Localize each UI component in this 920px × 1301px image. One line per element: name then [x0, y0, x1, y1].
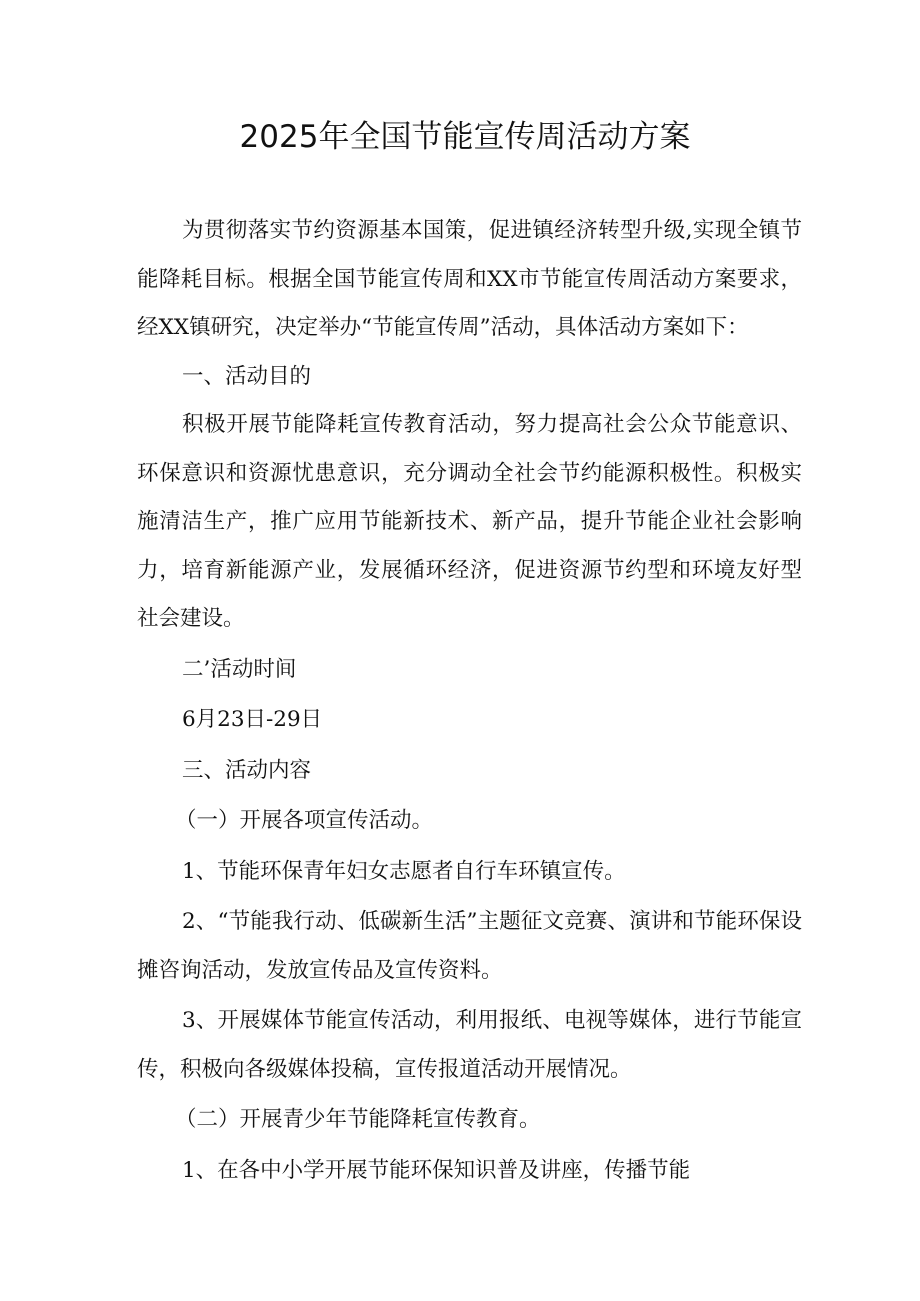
- section-heading-content: 三、活动内容: [182, 757, 312, 783]
- content-item-1: 1、节能环保青年妇女志愿者自行车环镇宣传。: [182, 858, 626, 884]
- intro-paragraph: 为贯彻落实节约资源基本国策，促进镇经济转型升级,实现全镇节能降耗目标。根据全国节能宣传周和XX市节能宣传周活动方案要求，经XX镇研究，决定举办“节能宣传周”活动，具体活动方案如下：: [137, 218, 802, 340]
- subsection-heading-youth: （二）开展青少年节能降耗宣传教育。: [175, 1107, 541, 1132]
- document-body: [137, 207, 802, 1195]
- youth-item-1: 1、在各中小学开展节能环保知识普及讲座，传播节能: [182, 1157, 691, 1183]
- activity-dates: 6月23日-29日: [182, 707, 323, 732]
- section-heading-time: 二’活动时间: [182, 656, 297, 682]
- section-heading-purpose: 一、活动目的: [182, 363, 312, 389]
- content-item-2: 2、“节能我行动、低碳新生活”主题征文竞赛、演讲和节能环保设摊咨询活动，发放宣传品及宣传资料。: [137, 909, 802, 983]
- content-item-3: 3、开展媒体节能宣传活动，利用报纸、电视等媒体，进行节能宣传，积极向各级媒体投稿，宣传报道活动开展情况。: [137, 1008, 802, 1082]
- subsection-heading-publicity: （一）开展各项宣传活动。: [175, 808, 434, 833]
- document-title: 2025年全国节能宣传周活动方案: [239, 119, 691, 155]
- purpose-paragraph: 积极开展节能降耗宣传教育活动，努力提高社会公众节能意识、环保意识和资源忧患意识，充分调动全社会节约能源积极性。积极实施清洁生产，推广应用节能新技术、新产品，提升节能企业社会影响力，培育新能源产业，发展循环经济，促进资源节约型和环境友好型社会建设。: [137, 412, 802, 631]
